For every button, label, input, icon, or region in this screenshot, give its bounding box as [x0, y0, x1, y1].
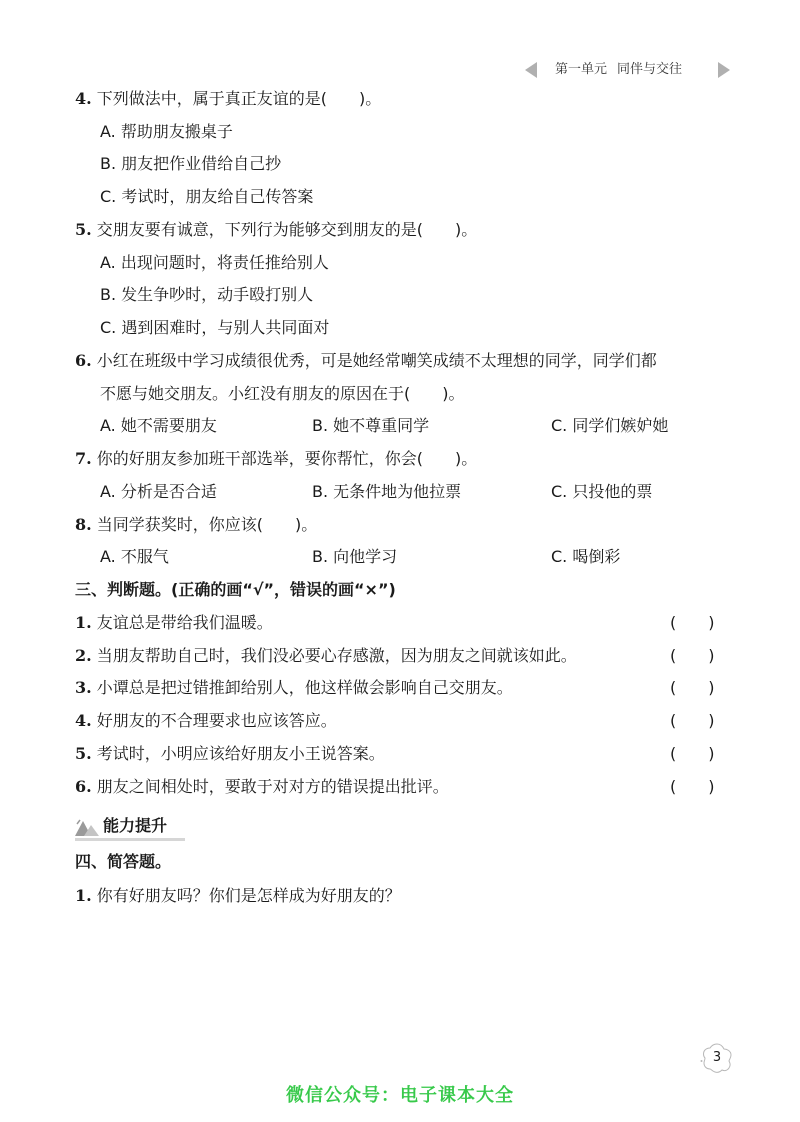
judge-answer-blank-5: ( ) [670, 744, 715, 763]
ability-section-title: 能力提升 [103, 816, 168, 835]
judge-answer-blank-1: ( ) [670, 613, 715, 632]
q6-option-c: C. 同学们嫉妒她 [551, 416, 669, 435]
q8-option-b: B. 向他学习 [312, 547, 398, 566]
judge-item-6: 6. 朋友之间相处时，要敢于对对方的错误提出批评。 [75, 777, 449, 796]
short-answer-1: 1. 你有好朋友吗？你们是怎样成为好朋友的？ [75, 886, 401, 905]
section-3-title: 三、判断题。(正确的画“√”，错误的画“×”) [75, 580, 396, 599]
q6-option-a: A. 她不需要朋友 [100, 416, 217, 435]
q7-option-c: C. 只投他的票 [551, 482, 653, 501]
mountain-icon [75, 818, 99, 836]
header-unit: 第一单元 [555, 62, 608, 77]
page-number: 3 [712, 1050, 722, 1065]
q7-option-b: B. 无条件地为他拉票 [312, 482, 462, 501]
question-5: 5. 交朋友要有诚意，下列行为能够交到朋友的是( )。 [75, 220, 478, 239]
judge-item-4: 4. 好朋友的不合理要求也应该答应。 [75, 711, 337, 730]
q5-option-c: C. 遇到困难时，与别人共同面对 [100, 318, 330, 337]
header-title: 同伴与交往 [617, 62, 683, 77]
judge-item-2: 2. 当朋友帮助自己时，我们没必要心存感激，因为朋友之间就该如此。 [75, 646, 577, 665]
footer-watermark: 微信公众号：电子课本大全 [286, 1085, 514, 1106]
q4-option-b: B. 朋友把作业借给自己抄 [100, 154, 282, 173]
page-header [525, 60, 730, 80]
judge-answer-blank-4: ( ) [670, 711, 715, 730]
question-8: 8. 当同学获奖时，你应该( )。 [75, 515, 318, 534]
q8-option-a: A. 不服气 [100, 547, 169, 566]
q4-option-a: A. 帮助朋友搬桌子 [100, 122, 233, 141]
judge-answer-blank-6: ( ) [670, 777, 715, 796]
judge-item-3: 3. 小谭总是把过错推卸给别人，他这样做会影响自己交朋友。 [75, 678, 513, 697]
section-underline [75, 838, 185, 841]
judge-item-1: 1. 友谊总是带给我们温暖。 [75, 613, 273, 632]
question-4: 4. 下列做法中，属于真正友谊的是( )。 [75, 89, 382, 108]
q4-option-c: C. 考试时，朋友给自己传答案 [100, 187, 314, 206]
q6-option-b: B. 她不尊重同学 [312, 416, 430, 435]
q8-option-c: C. 喝倒彩 [551, 547, 621, 566]
question-6: 6. 小红在班级中学习成绩很优秀，可是她经常嘲笑成绩不太理想的同学，同学们都 [75, 351, 657, 370]
q7-option-a: A. 分析是否合适 [100, 482, 217, 501]
section-4-title: 四、简答题。 [75, 852, 172, 871]
q5-option-a: A. 出现问题时，将责任推给别人 [100, 253, 329, 272]
header-left-triangle-icon [525, 62, 537, 78]
question-7: 7. 你的好朋友参加班干部选举，要你帮忙，你会( )。 [75, 449, 478, 468]
header-right-triangle-icon [718, 62, 730, 78]
judge-answer-blank-3: ( ) [670, 678, 715, 697]
q5-option-b: B. 发生争吵时，动手殴打别人 [100, 285, 314, 304]
question-6-line-2: 不愿与她交朋友。小红没有朋友的原因在于( )。 [100, 384, 465, 403]
judge-answer-blank-2: ( ) [670, 646, 715, 665]
judge-item-5: 5. 考试时，小明应该给好朋友小王说答案。 [75, 744, 385, 763]
